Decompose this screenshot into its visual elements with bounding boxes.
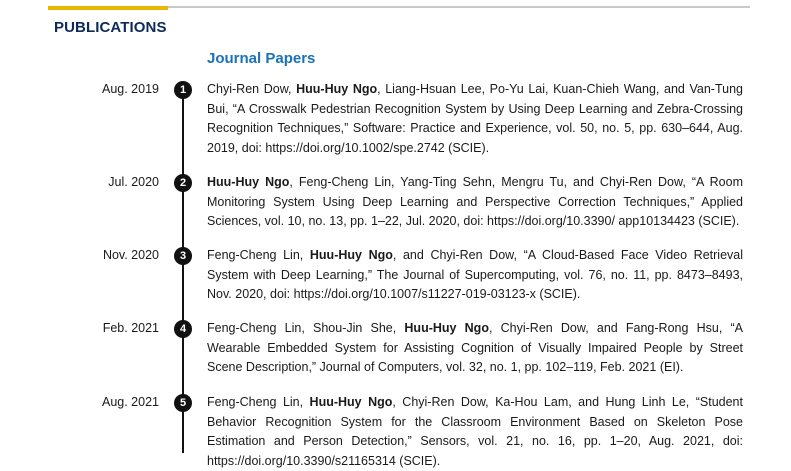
citation-rest: , Liang-Hsuan Lee, Po-Yu Lai, Kuan-Chieh Wang, and Van-Tung Bui, “A Crosswalk Pedestrian Recognition System by Using Deep Learning and Zebra-Crossing Recognition Techniques,” Software: Practice and Experience, vol. 50, no. 5, pp. 630–644, Aug. 2019, doi: https://doi.org/10.1002/spe.2742 (SCIE). <box>207 82 743 155</box>
publication-citation <box>207 173 743 232</box>
highlighted-author: Huu-Huy Ngo <box>207 175 290 189</box>
highlighted-author: Huu-Huy Ngo <box>309 248 393 262</box>
highlighted-author: Huu-Huy Ngo <box>309 395 393 409</box>
highlighted-author: Huu-Huy Ngo <box>404 321 489 335</box>
publication-date: Nov. 2020 <box>102 248 159 262</box>
publication-number-badge: 5 <box>174 394 192 412</box>
subsection-title: Journal Papers <box>207 50 316 67</box>
publication-date: Aug. 2019 <box>102 82 159 96</box>
citation-authors-before: Feng-Cheng Lin, <box>207 395 310 409</box>
citation-authors-before: Feng-Cheng Lin, <box>207 248 310 262</box>
citation-authors-before: Feng-Cheng Lin, Shou-Jin She, <box>207 321 405 335</box>
publication-date: Feb. 2021 <box>102 321 159 335</box>
highlighted-author: Huu-Huy Ngo <box>296 82 378 96</box>
citation-rest: , and Chyi-Ren Dow, “A Cloud-Based Face Video Retrieval System with Deep Learning,” The Journal of Supercomputing, vol. 76, no. 11, pp. 8473–8493, Nov. 2020, doi: https://doi.org/10.1007/s11227-019-03123-x (SCIE). <box>207 248 743 301</box>
publication-citation <box>207 80 743 158</box>
citation-rest: , Chyi-Ren Dow, and Fang-Rong Hsu, “A Wearable Embedded System for Assisting Cognition of Visually Impaired People by Street Scene Description,” Journal of Computers, vol. 32, no. 1, pp. 102–119, Feb. 2021 (EI). <box>207 321 743 374</box>
publication-citation <box>207 319 743 378</box>
citation-rest: , Chyi-Ren Dow, Ka-Hou Lam, and Hung Linh Le, “Student Behavior Recognition System for the Classroom Environment Based on Skeleton Pose Estimation and Person Detection,” Sensors, vol. 21, no. 16, pp. 1–20, Aug. 2021, doi: https://doi.org/10.3390/s21165314 (SCIE). <box>207 395 743 468</box>
section-accent-bar <box>48 6 168 10</box>
citation-rest: , Feng-Cheng Lin, Yang-Ting Sehn, Mengru Tu, and Chyi-Ren Dow, “A Room Monitoring System Using Deep Learning and Perspective Correction Techniques,” Applied Sciences, vol. 10, no. 13, pp. 1–22, Jul. 2020, doi: https://doi.org/10.3390/ app10134423 (SCIE). <box>207 175 743 228</box>
publication-number-badge: 2 <box>174 174 192 192</box>
publication-citation <box>207 246 743 305</box>
section-title: PUBLICATIONS <box>54 19 167 36</box>
publication-number-badge: 4 <box>174 320 192 338</box>
publication-number-badge: 1 <box>174 81 192 99</box>
publication-date: Jul. 2020 <box>108 175 159 189</box>
publication-citation <box>207 393 743 471</box>
publication-date: Aug. 2021 <box>102 395 159 409</box>
publication-number-badge: 3 <box>174 247 192 265</box>
citation-authors-before: Chyi-Ren Dow, <box>207 82 297 96</box>
